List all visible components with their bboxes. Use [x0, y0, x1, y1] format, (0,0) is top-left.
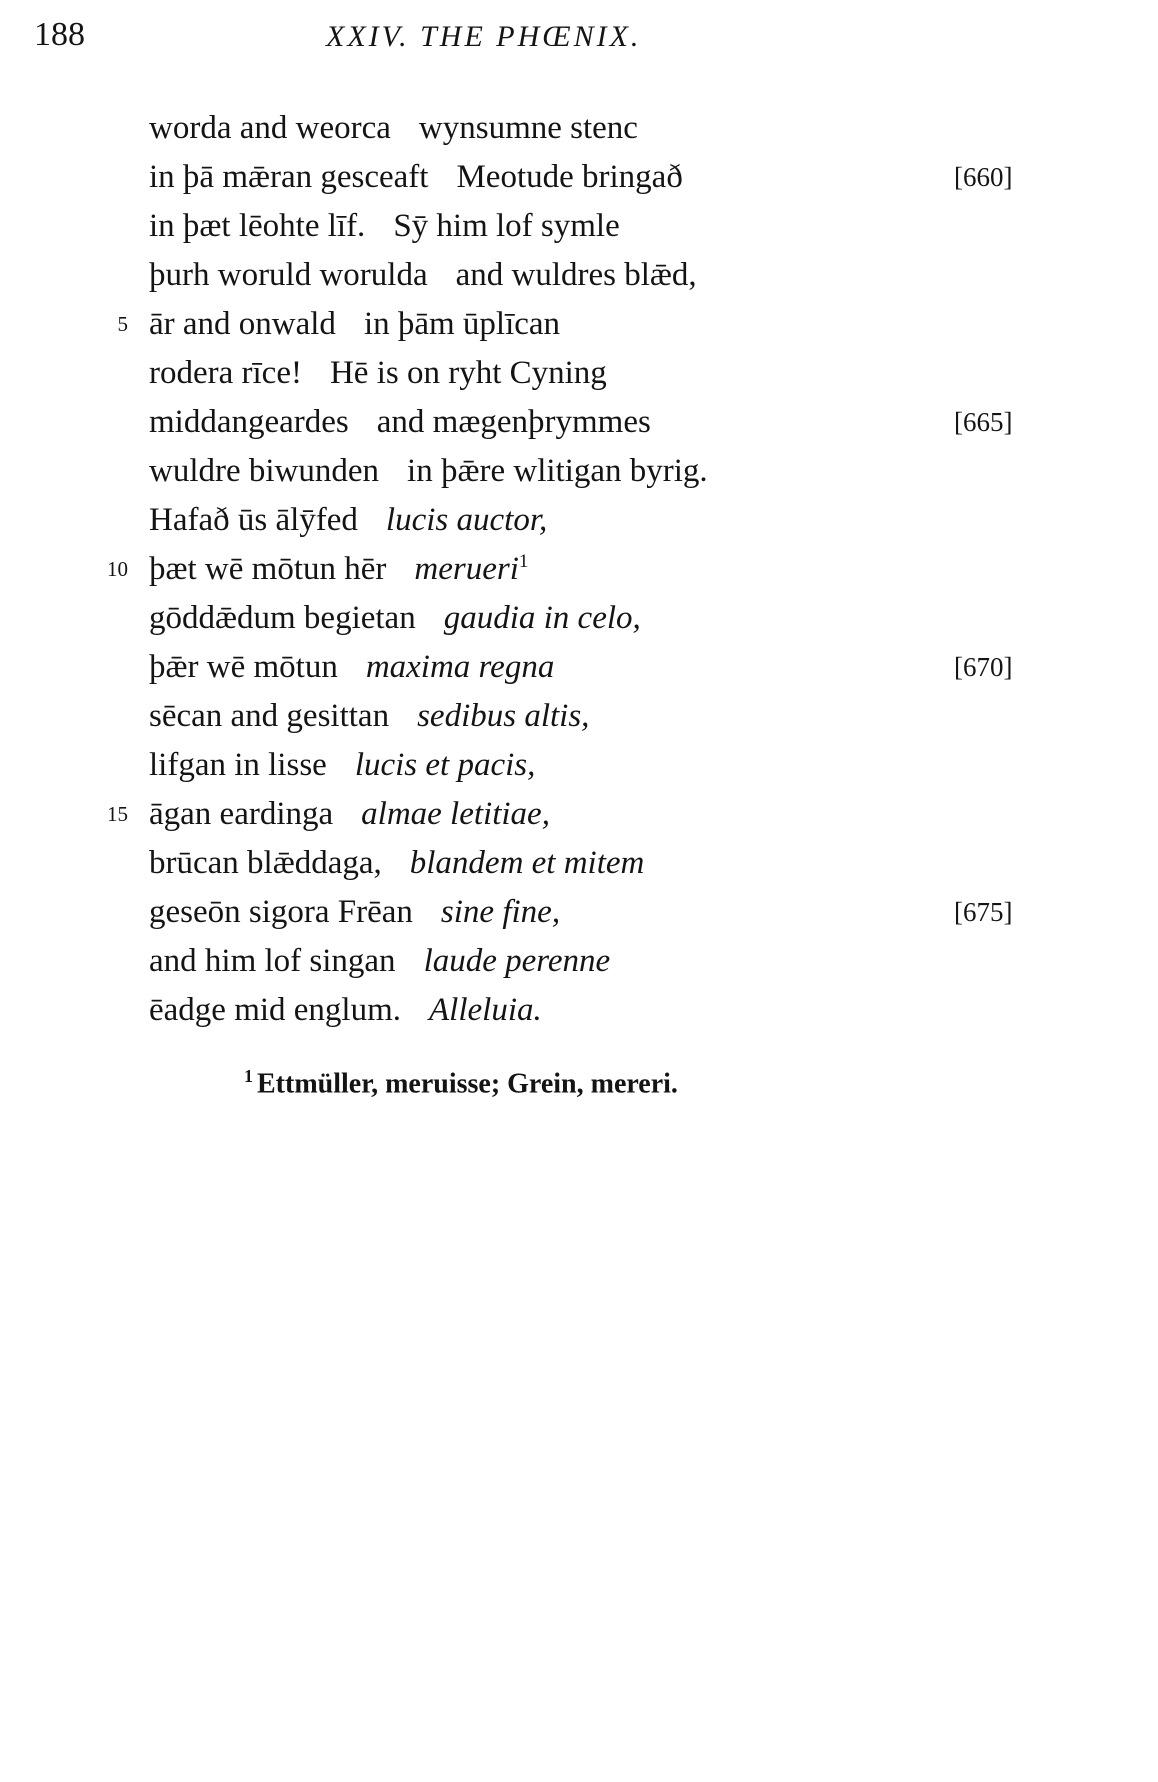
first-half-line: worda and weorca: [149, 110, 391, 146]
verse-text: [149, 496, 547, 545]
footnote: [244, 1066, 678, 1100]
second-half-line: Hē is on ryht Cyning: [329, 355, 607, 391]
first-half-line: ēadge mid englum.: [149, 992, 402, 1028]
first-half-line: middangeardes: [149, 404, 349, 440]
latin-half-line: almae letitiae,: [361, 796, 550, 832]
verse-text: [149, 447, 708, 496]
poem-line: [0, 986, 1158, 1035]
poem-line: [0, 398, 1158, 447]
poem-line: [0, 545, 1158, 594]
poem-line: [0, 888, 1158, 937]
verse-text: [149, 692, 589, 741]
line-reference: [675]: [954, 897, 1013, 927]
first-half-line: lifgan in lisse: [149, 747, 327, 783]
poem-line: [0, 937, 1158, 986]
verse-text: [149, 888, 560, 937]
verse-text: [149, 839, 644, 888]
page-header: [34, 16, 1124, 64]
verse-text: [149, 349, 607, 398]
page-number: 188: [34, 16, 85, 53]
second-half-line: and wuldres blǣd,: [455, 257, 697, 293]
first-half-line: wuldre biwunden: [149, 453, 380, 489]
first-half-line: þǣr wē mōtun: [149, 649, 338, 685]
first-half-line: þæt wē mōtun hēr: [149, 551, 387, 587]
footnote-mark: 1: [244, 1066, 253, 1086]
first-half-line: in þā mǣran gesceaft: [149, 159, 429, 195]
poem-line: [0, 104, 1158, 153]
first-half-line: āgan eardinga: [149, 796, 334, 832]
poem-line: [0, 447, 1158, 496]
first-half-line: gōddǣdum begietan: [149, 600, 416, 636]
first-half-line: ār and onwald: [149, 306, 336, 342]
latin-half-line: sine fine,: [440, 894, 561, 930]
poem-line: [0, 300, 1158, 349]
first-half-line: þurh woruld worulda: [149, 257, 428, 293]
second-half-line: Meotude bringað: [456, 159, 683, 195]
poem-line: [0, 251, 1158, 300]
latin-half-line: blandem et mitem: [409, 845, 645, 881]
poem-line: [0, 692, 1158, 741]
second-half-line: Sȳ him lof symle: [393, 208, 620, 244]
second-half-line: wynsumne stenc: [418, 110, 638, 146]
poem-line: [0, 496, 1158, 545]
verse-text: [149, 741, 535, 790]
latin-half-line: merueri: [414, 551, 519, 587]
first-half-line: and him lof singan: [149, 943, 396, 979]
poem-text: [0, 104, 1158, 1035]
latin-half-line: sedibus altis,: [417, 698, 590, 734]
verse-text: [149, 300, 560, 349]
first-half-line: rodera rīce!: [149, 355, 302, 391]
line-number: 15: [107, 802, 128, 826]
poem-line: [0, 202, 1158, 251]
line-number: 10: [107, 557, 128, 581]
poem-line: [0, 349, 1158, 398]
latin-half-line: lucis et pacis,: [354, 747, 536, 783]
verse-text: [149, 104, 638, 153]
second-half-line: in þǣre wlitigan byrig.: [407, 453, 708, 489]
first-half-line: brūcan blǣddaga,: [149, 845, 382, 881]
poem-line: [0, 594, 1158, 643]
footnote-text: Ettmüller, meruisse; Grein, mereri.: [257, 1068, 678, 1100]
latin-half-line: maxima regna: [365, 649, 555, 685]
first-half-line: sēcan and gesittan: [149, 698, 390, 734]
second-half-line: and mægenþrymmes: [376, 404, 651, 440]
verse-text: [149, 545, 528, 594]
latin-half-line: laude perenne: [423, 943, 611, 979]
line-reference: [665]: [954, 407, 1013, 437]
latin-half-line: lucis auctor,: [385, 502, 548, 538]
poem-line: [0, 741, 1158, 790]
verse-text: [149, 937, 610, 986]
second-half-line: in þām ūplīcan: [363, 306, 561, 342]
verse-text: [149, 251, 697, 300]
running-head: XXIV. THE PHŒNIX.: [326, 20, 642, 53]
verse-text: [149, 398, 651, 447]
line-reference: [670]: [954, 652, 1013, 682]
verse-text: [149, 790, 550, 839]
verse-text: [149, 153, 683, 202]
verse-text: [149, 202, 620, 251]
verse-text: [149, 594, 641, 643]
verse-text: [149, 643, 554, 692]
latin-half-line: Alleluia.: [429, 992, 542, 1028]
verse-text: [149, 986, 542, 1035]
footnote-reference: 1: [518, 551, 529, 572]
first-half-line: in þæt lēohte līf.: [149, 208, 366, 244]
poem-line: [0, 153, 1158, 202]
poem-line: [0, 839, 1158, 888]
line-number: 5: [117, 312, 128, 336]
first-half-line: geseōn sigora Frēan: [149, 894, 413, 930]
line-reference: [660]: [954, 162, 1013, 192]
poem-line: [0, 643, 1158, 692]
first-half-line: Hafað ūs ālȳfed: [149, 502, 358, 538]
latin-half-line: gaudia in celo,: [443, 600, 641, 636]
poem-line: [0, 790, 1158, 839]
